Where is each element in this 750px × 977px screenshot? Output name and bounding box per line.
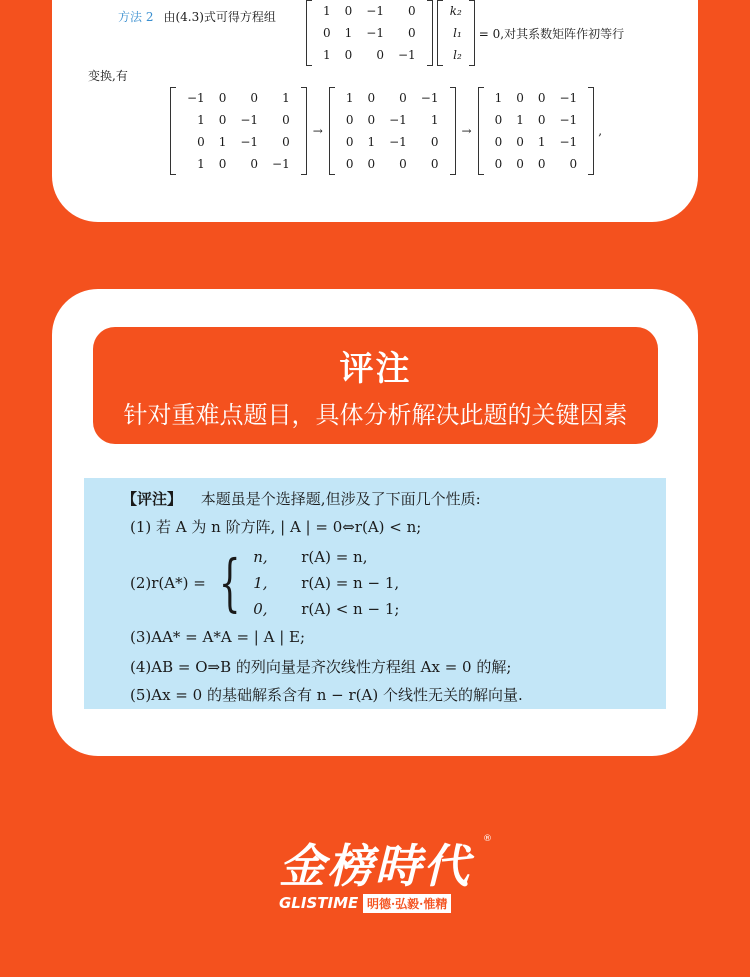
coefficient-table <box>316 0 423 66</box>
transform-label: 变换,有 <box>88 69 128 83</box>
case-row <box>253 570 399 596</box>
matrix-2-cell: 1 <box>430 113 439 127</box>
matrix-2-cell: 0 <box>345 135 354 149</box>
matrix-1-cell: −1 <box>272 157 290 171</box>
matrix-1-cell: 0 <box>197 135 205 149</box>
coeff-cell: 1 <box>323 4 331 18</box>
note-header <box>122 488 481 509</box>
coeff-cell: 0 <box>344 4 353 18</box>
matrix-3-row <box>488 153 585 175</box>
method-row <box>118 8 276 25</box>
vector-cell: l₁ <box>453 26 462 40</box>
vector-row <box>447 44 465 66</box>
matrix-3-cell: −1 <box>559 135 578 149</box>
left-brace: { <box>218 546 241 619</box>
method-text-prefix: 由(4.3)式可得方程组 <box>163 10 276 24</box>
case-row <box>253 544 399 570</box>
coeff-row <box>316 22 423 44</box>
matrix-1-cell: 1 <box>197 113 205 127</box>
matrix-3-row <box>488 87 585 109</box>
matrix-3-cell: 0 <box>537 91 546 105</box>
coeff-cell: −1 <box>366 4 384 18</box>
case-value: n, <box>253 548 268 566</box>
matrix-1-cell: −1 <box>187 91 205 105</box>
matrix-2-cell: 0 <box>399 157 407 171</box>
matrix-3-cell: −1 <box>559 113 578 127</box>
matrix-1-cell: 0 <box>218 157 227 171</box>
matrix-3-cell: 1 <box>537 135 546 149</box>
matrix-3-cell: 1 <box>516 113 524 127</box>
matrix-1-cell: 0 <box>250 157 259 171</box>
arrow-1: → <box>312 124 323 138</box>
registered-mark: ® <box>483 834 492 844</box>
matrix-3-row <box>488 109 585 131</box>
matrix-step-1 <box>170 87 307 175</box>
matrix-1-cell: 1 <box>197 157 205 171</box>
trailing-comma: , <box>598 124 603 138</box>
case-value: 1, <box>253 574 268 592</box>
piecewise-cases <box>253 544 399 622</box>
matrix-2-cell: 0 <box>345 113 354 127</box>
matrix-2-cell: 0 <box>430 157 439 171</box>
banner-title: 评注 <box>339 349 412 389</box>
coeff-cell: 0 <box>408 26 416 40</box>
matrix-step-1-table <box>180 87 297 175</box>
coeff-cell: −1 <box>366 26 384 40</box>
matrix-1-row <box>180 87 297 109</box>
matrix-2-row <box>339 87 446 109</box>
matrix-1-cell: 0 <box>218 91 227 105</box>
case-condition: r(A) < n − 1; <box>301 600 400 618</box>
property-4: (4)AB = O⇒B 的列向量是齐次线性方程组 Ax = 0 的解; <box>130 658 512 676</box>
matrix-1-cell: 0 <box>282 135 290 149</box>
matrix-1-cell: 1 <box>282 91 290 105</box>
matrix-1-row <box>180 131 297 153</box>
case-condition: r(A) = n − 1, <box>301 574 400 592</box>
matrix-3-cell: 1 <box>494 91 503 105</box>
method-text-suffix: = 0,对其系数矩阵作初等行 <box>478 26 625 41</box>
matrix-3-cell: −1 <box>559 91 578 105</box>
matrix-3-cell: 0 <box>537 113 546 127</box>
note-box <box>84 478 666 709</box>
matrix-3-cell: 0 <box>516 135 524 149</box>
matrix-3-row <box>488 131 585 153</box>
matrix-1-row <box>180 153 297 175</box>
coeff-cell: 0 <box>323 26 331 40</box>
matrix-2-cell: −1 <box>420 91 439 105</box>
matrix-1-row <box>180 109 297 131</box>
vector-cell: l₂ <box>453 48 462 62</box>
coeff-row <box>316 0 423 22</box>
comment-banner <box>93 327 658 444</box>
matrix-3-cell: 0 <box>537 157 546 171</box>
logo-tagline: 明德·弘毅·惟精 <box>363 894 451 913</box>
matrix-step-2-table <box>339 87 446 175</box>
matrix-3-cell: 0 <box>494 157 503 171</box>
matrix-2-row <box>339 153 446 175</box>
row-reduction-chain <box>170 87 602 175</box>
property-5: (5)Ax = 0 的基础解系含有 n − r(A) 个线性无关的解向量. <box>130 686 523 704</box>
equation-system <box>306 0 624 66</box>
matrix-2-cell: 0 <box>367 91 376 105</box>
coeff-cell: 0 <box>408 4 416 18</box>
matrix-2-cell: −1 <box>389 135 407 149</box>
matrix-2-cell: 1 <box>345 91 354 105</box>
vector-row <box>447 0 465 22</box>
matrix-3-cell: 0 <box>516 91 524 105</box>
unknown-vector <box>437 0 475 66</box>
matrix-2-cell: 0 <box>367 113 376 127</box>
matrix-3-cell: 0 <box>569 157 578 171</box>
case-row <box>253 596 399 622</box>
matrix-2-cell: 0 <box>345 157 354 171</box>
matrix-3-cell: 0 <box>494 135 503 149</box>
matrix-3-cell: 0 <box>516 157 524 171</box>
method-label: 方法 2 <box>118 10 154 24</box>
logo-english: GLISTIME <box>279 894 359 912</box>
coeff-cell: 1 <box>344 26 353 40</box>
matrix-1-cell: 0 <box>250 91 259 105</box>
arrow-2: → <box>461 124 472 138</box>
matrix-1-cell: 0 <box>218 113 227 127</box>
matrix-1-cell: 1 <box>218 135 227 149</box>
banner-subtitle: 针对重难点题目，具体分析解决此题的关键因素 <box>123 401 628 429</box>
matrix-2-row <box>339 131 446 153</box>
matrix-1-cell: 0 <box>282 113 290 127</box>
coefficient-matrix <box>306 0 433 66</box>
note-header-text: 本题虽是个选择题,但涉及了下面几个性质: <box>200 490 481 508</box>
logo-chinese: 金榜時代 <box>279 839 471 893</box>
matrix-2-cell: −1 <box>389 113 407 127</box>
property-2-prefix: (2)r(A*) = <box>130 574 206 592</box>
coeff-cell: −1 <box>397 48 416 62</box>
case-condition: r(A) = n, <box>301 548 368 566</box>
vector-cell: k₂ <box>449 4 462 18</box>
coeff-cell: 0 <box>344 48 353 62</box>
coeff-cell: 0 <box>376 48 384 62</box>
matrix-step-2 <box>329 87 456 175</box>
vector-row <box>447 22 465 44</box>
matrix-2-row <box>339 109 446 131</box>
matrix-2-cell: 0 <box>367 157 376 171</box>
vector-table <box>447 0 465 66</box>
property-2 <box>130 544 399 622</box>
matrix-2-cell: 1 <box>367 135 376 149</box>
matrix-2-cell: 0 <box>399 91 407 105</box>
matrix-1-cell: −1 <box>240 113 259 127</box>
matrix-1-cell: −1 <box>240 135 259 149</box>
coeff-cell: 1 <box>323 48 331 62</box>
brand-logo <box>275 830 492 920</box>
coeff-row <box>316 44 423 66</box>
note-header-tag: 【评注】 <box>122 490 183 508</box>
matrix-2-cell: 0 <box>430 135 439 149</box>
property-3: (3)AA* = A*A = | A | E; <box>130 628 306 646</box>
matrix-step-3 <box>478 87 595 175</box>
case-value: 0, <box>253 600 268 618</box>
matrix-3-cell: 0 <box>494 113 503 127</box>
matrix-step-3-table <box>488 87 585 175</box>
property-1: (1) 若 A 为 n 阶方阵, | A | = 0⇔r(A) < n; <box>130 518 422 536</box>
